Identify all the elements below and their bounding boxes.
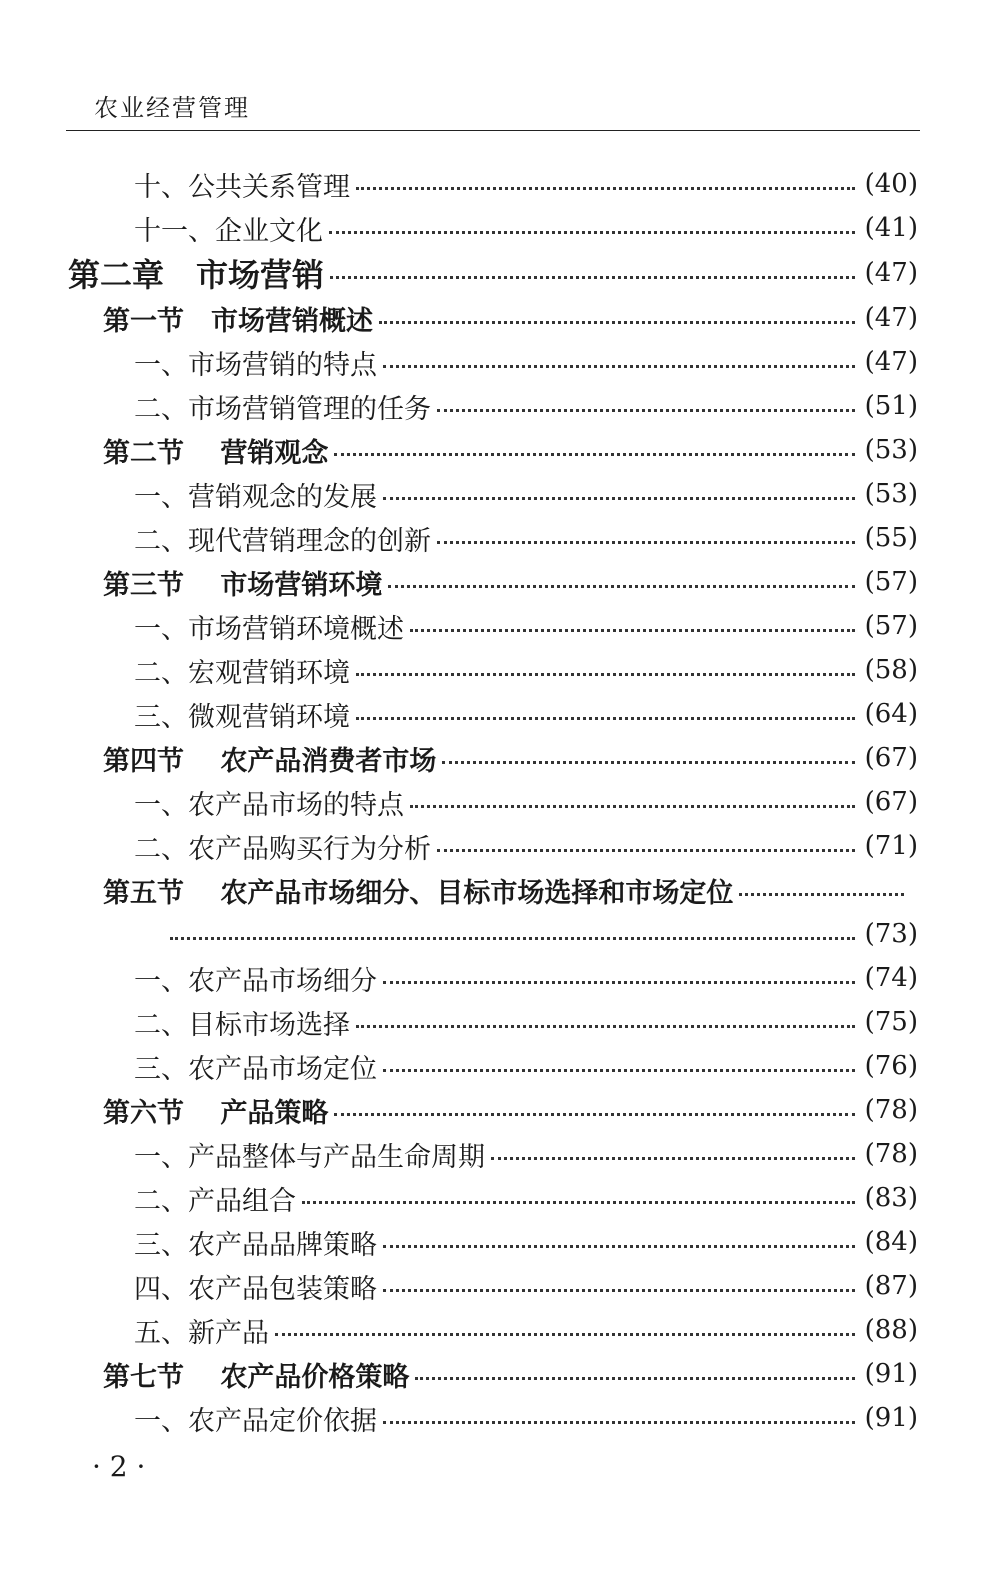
toc-item-title: 一、产品整体与产品生命周期 [134,1141,485,1173]
dot-leader [356,1025,855,1028]
dot-leader [383,497,855,500]
dot-leader [415,1377,854,1380]
dot-leader [437,409,855,412]
dot-leader [330,276,855,279]
toc-page-number: (57) [864,567,918,597]
toc-entry [0,428,1000,472]
toc-page-number: (75) [864,1007,918,1037]
toc-page-number: (64) [864,699,918,729]
dot-leader [329,231,855,234]
toc-entry [0,736,1000,780]
toc-page-number: (84) [864,1227,918,1257]
toc-section-title: 第四节 农产品消费者市场 [103,745,437,777]
toc-entry [0,384,1000,428]
toc-entry [0,1396,1000,1440]
toc-section-title: 第五节 农产品市场细分、目标市场选择和市场定位 [103,877,734,909]
dot-leader [383,1069,855,1072]
page-number: · 2 · [92,1450,146,1483]
dot-leader [334,453,854,456]
toc-entry [0,1220,1000,1264]
toc-entry [0,560,1000,604]
toc-page-number: (78) [864,1139,918,1169]
dot-leader [383,1421,855,1424]
toc-item-title: 二、目标市场选择 [134,1009,350,1041]
toc-entry [0,296,1000,340]
toc-entry [0,162,1000,206]
toc-entry [0,1352,1000,1396]
toc-item-title: 一、市场营销环境概述 [134,613,404,645]
toc-entry [0,1264,1000,1308]
dot-leader [334,1113,854,1116]
toc-item-title: 十一、企业文化 [134,215,323,247]
dot-leader [739,893,904,896]
toc-page-number: (57) [864,611,918,641]
toc-page-number: (47) [864,347,918,377]
dot-leader [356,187,855,190]
toc-entry [0,206,1000,250]
running-header: 农业经营管理 [94,94,250,122]
dot-leader [383,1289,855,1292]
toc-entry [0,956,1000,1000]
toc-item-title: 一、市场营销的特点 [134,349,377,381]
toc-entry [0,472,1000,516]
toc-page-number: (67) [864,743,918,773]
toc-item-title: 十、公共关系管理 [134,171,350,203]
toc-entry [0,824,1000,868]
toc-item-title: 五、新产品 [134,1317,269,1349]
toc-section-title: 第六节 产品策略 [103,1097,329,1129]
toc-entry [0,250,1000,296]
toc-page-number: (58) [864,655,918,685]
dot-leader [302,1201,855,1204]
toc-item-title: 二、农产品购买行为分析 [134,833,431,865]
toc-entry [0,1176,1000,1220]
toc-entry [0,912,1000,956]
toc-page-number: (78) [864,1095,918,1125]
toc-section-title: 第七节 农产品价格策略 [103,1361,410,1393]
toc-page-number: (91) [864,1403,918,1433]
dot-leader [383,365,855,368]
toc-entry [0,1132,1000,1176]
toc-page-number: (71) [864,831,918,861]
toc-item-title: 一、营销观念的发展 [134,481,377,513]
dot-leader [379,321,855,324]
toc-section-title: 第二节 营销观念 [103,437,329,469]
toc-entry [0,1044,1000,1088]
dot-leader [356,673,855,676]
toc-item-title: 三、农产品品牌策略 [134,1229,377,1261]
dot-leader [491,1157,855,1160]
toc-page-number: (40) [864,169,918,199]
dot-leader [442,761,854,764]
toc-page-number: (47) [864,303,918,333]
toc-page-number: (51) [864,391,918,421]
toc-page-number: (88) [864,1315,918,1345]
table-of-contents [0,162,1000,1440]
toc-page-number: (53) [864,435,918,465]
dot-leader [410,629,855,632]
dot-leader [410,805,855,808]
dot-leader [388,585,854,588]
toc-entry [0,340,1000,384]
toc-page-number: (76) [864,1051,918,1081]
toc-item-title: 四、农产品包装策略 [134,1273,377,1305]
toc-page-number: (47) [864,258,918,288]
toc-page-number: (67) [864,787,918,817]
toc-section-title: 第三节 市场营销环境 [103,569,383,601]
dot-leader [356,717,855,720]
toc-item-title: 一、农产品市场细分 [134,965,377,997]
toc-page-number: (55) [864,523,918,553]
toc-entry [0,1088,1000,1132]
toc-page-number: (53) [864,479,918,509]
toc-entry [0,604,1000,648]
toc-entry [0,692,1000,736]
dot-leader [383,1245,855,1248]
toc-entry [0,516,1000,560]
toc-chapter-title: 第二章 市场营销 [68,256,325,294]
toc-entry [0,1308,1000,1352]
toc-entry [0,1000,1000,1044]
toc-page-number: (83) [864,1183,918,1213]
toc-item-title: 二、产品组合 [134,1185,296,1217]
toc-item-title: 二、现代营销理念的创新 [134,525,431,557]
toc-page-number: (87) [864,1271,918,1301]
toc-entry [0,868,1000,912]
toc-item-title: 二、宏观营销环境 [134,657,350,689]
toc-page-number: (74) [864,963,918,993]
dot-leader [437,541,855,544]
toc-section-title: 第一节 市场营销概述 [103,305,373,337]
toc-item-title: 三、微观营销环境 [134,701,350,733]
toc-page-number: (73) [864,919,918,949]
toc-item-title: 一、农产品市场的特点 [134,789,404,821]
dot-leader [170,937,855,940]
toc-page-number: (41) [864,213,918,243]
toc-page-number: (91) [864,1359,918,1389]
toc-entry [0,780,1000,824]
dot-leader [437,849,855,852]
header-rule [66,130,920,131]
toc-item-title: 一、农产品定价依据 [134,1405,377,1437]
toc-item-title: 二、市场营销管理的任务 [134,393,431,425]
toc-item-title: 三、农产品市场定位 [134,1053,377,1085]
dot-leader [383,981,855,984]
dot-leader [275,1333,855,1336]
toc-entry [0,648,1000,692]
